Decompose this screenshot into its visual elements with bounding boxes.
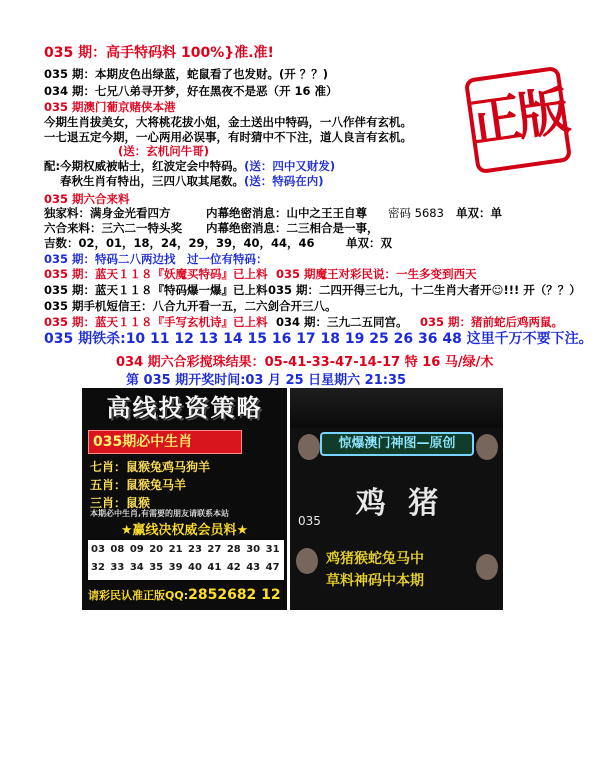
stamp-badge bbox=[464, 66, 572, 174]
grid-number: 09 bbox=[129, 544, 144, 555]
liuhe-row-1-d: 单双：单 bbox=[456, 206, 502, 220]
left-panel-row-3: 三肖：鼠猴 bbox=[90, 496, 151, 510]
tip-line-3-b: 035 期：二四开得三七九，十二生肖大者开☺!!! 开（？？） bbox=[268, 283, 581, 297]
pei-line-1-main: 配:今期权威被帖士，红波定会中特码。 bbox=[44, 159, 245, 173]
draw-result: 034 期六合彩搅珠结果：05-41-33-47-14-17 特 16 马/绿/木 bbox=[116, 355, 494, 370]
tip-line-2-a: 035 期：蓝天１１８『妖魔买特码』已上料 bbox=[44, 267, 268, 281]
grid-number: 33 bbox=[110, 562, 125, 573]
liuhe-row-3-a: 吉数：02，01，18，24，29，39，40，44，46 bbox=[44, 236, 315, 250]
left-promo-panel bbox=[82, 388, 287, 610]
pei-line-2-main: 春秋生肖有特出，三四八取其尾数。 bbox=[60, 174, 244, 188]
left-panel-red-label: 035期必中生肖 bbox=[88, 430, 242, 454]
grid-number: 08 bbox=[110, 544, 125, 555]
right-panel-issue: 035 bbox=[298, 514, 321, 528]
tip-line-4: 035 期手机短信王：八合九开看一五，二六剑合开三八。 bbox=[44, 299, 337, 313]
grid-number: 35 bbox=[149, 562, 164, 573]
person-photo bbox=[476, 554, 498, 580]
grid-number: 42 bbox=[226, 562, 241, 573]
left-panel-footer-label: 请彩民认准正版QQ: bbox=[88, 589, 189, 602]
left-panel-row-1: 七肖：鼠猴兔鸡马狗羊 bbox=[90, 460, 211, 474]
grid-number: 30 bbox=[246, 544, 261, 555]
pei-line-2 bbox=[60, 174, 324, 189]
liuhe-row-1-c: 密码 5683 bbox=[388, 206, 444, 220]
kill-numbers: 035 期铁杀:10 11 12 13 14 15 16 17 18 19 25 26 36 48 这里千万不要下注。 bbox=[44, 331, 593, 347]
person-photo bbox=[296, 548, 318, 574]
liuhe-row-2-b: 内幕绝密消息：二三相合是一事， bbox=[206, 221, 379, 235]
grid-number: 40 bbox=[188, 562, 202, 573]
liuhe-section-title: 035 期六合来料 bbox=[44, 192, 130, 206]
grid-number: 32 bbox=[91, 562, 105, 573]
right-panel-banner: 惊爆澳门神图—原创 bbox=[320, 432, 474, 456]
right-panel-bottom-1: 鸡猪猴蛇兔马中 bbox=[326, 551, 424, 567]
macau-line-1: 今期生肖拔美女，大将桃花拔小姐，金土送出中特码，一八作伴有玄机。 bbox=[44, 115, 412, 129]
tip-line-3-a: 035 期：蓝天１１８『特码爆一爆』已上料 bbox=[44, 283, 268, 297]
right-panel-bottom-2: 草料神码中本期 bbox=[326, 573, 424, 589]
header-line-1: 035 期：本期皮色出绿蓝，蛇鼠看了也发财。(开 ？？) bbox=[44, 67, 329, 81]
tip-line-5-c: 035 期：猪前蛇后鸡两鼠。 bbox=[420, 315, 564, 329]
tip-line-5-a: 035 期：蓝天１１８『手写玄机诗』已上料 bbox=[44, 315, 268, 329]
left-panel-row-2: 五肖：鼠猴兔马羊 bbox=[90, 478, 187, 492]
left-panel-footer bbox=[88, 587, 286, 603]
pei-line-1-gift: (送：四中又财发) bbox=[244, 159, 336, 173]
stamp-text: 正版 bbox=[465, 80, 570, 155]
left-panel-footer-number: 2852682 12 bbox=[188, 587, 281, 603]
grid-number: 03 bbox=[91, 544, 105, 555]
right-panel-top-strip bbox=[290, 388, 503, 428]
tip-line-5-b: 034 期：三九二五同宫。 bbox=[276, 315, 408, 329]
grid-number: 47 bbox=[265, 562, 280, 573]
page-title: 035 期：高手特码料 100%}准.准! bbox=[44, 45, 274, 61]
liuhe-row-2-a: 六合来料：三六二一特头奖 bbox=[44, 221, 182, 235]
grid-number: 28 bbox=[226, 544, 241, 555]
left-panel-heading: 高线投资策略 bbox=[106, 393, 263, 422]
left-panel-note: 本期必中生肖,有需要的朋友请联系本站 bbox=[90, 509, 230, 518]
right-panel-zodiac: 鸡 猪 bbox=[355, 486, 445, 521]
grid-number: 41 bbox=[207, 562, 222, 573]
liuhe-row-1-a: 独家料：满身金光看四方 bbox=[44, 206, 171, 220]
macau-section-title: 035 期澳门葡京赌侠本港 bbox=[44, 100, 176, 114]
tip-line-1: 035 期：特码二八两边找 过一位有特码： bbox=[44, 252, 268, 266]
person-photo bbox=[298, 434, 320, 460]
grid-number: 34 bbox=[129, 562, 144, 573]
pei-line-2-gift: (送：特码在内) bbox=[244, 174, 324, 188]
macau-line-2: 一七退五定今期，一心两用必误事，有时猜中不下注，道人良言有玄机。 bbox=[44, 130, 412, 144]
tip-line-2-b: 035 期魔王对彩民说：一生多变到西天 bbox=[276, 267, 477, 281]
liuhe-row-3-b: 单双：双 bbox=[346, 236, 392, 250]
draw-time: 第 035 期开奖时间:03 月 25 日星期六 21:35 bbox=[126, 373, 407, 388]
pei-line-1 bbox=[44, 159, 335, 174]
header-line-2: 034 期：七兄八弟寻开梦，好在黑夜不是恶（开 16 准） bbox=[44, 84, 338, 98]
left-panel-vip: ★赢线决权威会员料★ bbox=[120, 523, 249, 538]
grid-number: 43 bbox=[246, 562, 261, 573]
grid-number: 31 bbox=[265, 544, 280, 555]
grid-number: 20 bbox=[149, 544, 164, 555]
liuhe-row-1-b: 内幕绝密消息：山中之王王自尊 bbox=[206, 206, 367, 220]
macau-gift: (送：玄机问牛哥) bbox=[118, 144, 210, 158]
right-promo-panel bbox=[290, 388, 503, 610]
grid-number: 21 bbox=[168, 544, 183, 555]
grid-number: 39 bbox=[168, 562, 183, 573]
number-grid bbox=[88, 540, 284, 580]
grid-number: 23 bbox=[188, 544, 202, 555]
person-photo bbox=[476, 434, 498, 460]
grid-number: 27 bbox=[207, 544, 222, 555]
